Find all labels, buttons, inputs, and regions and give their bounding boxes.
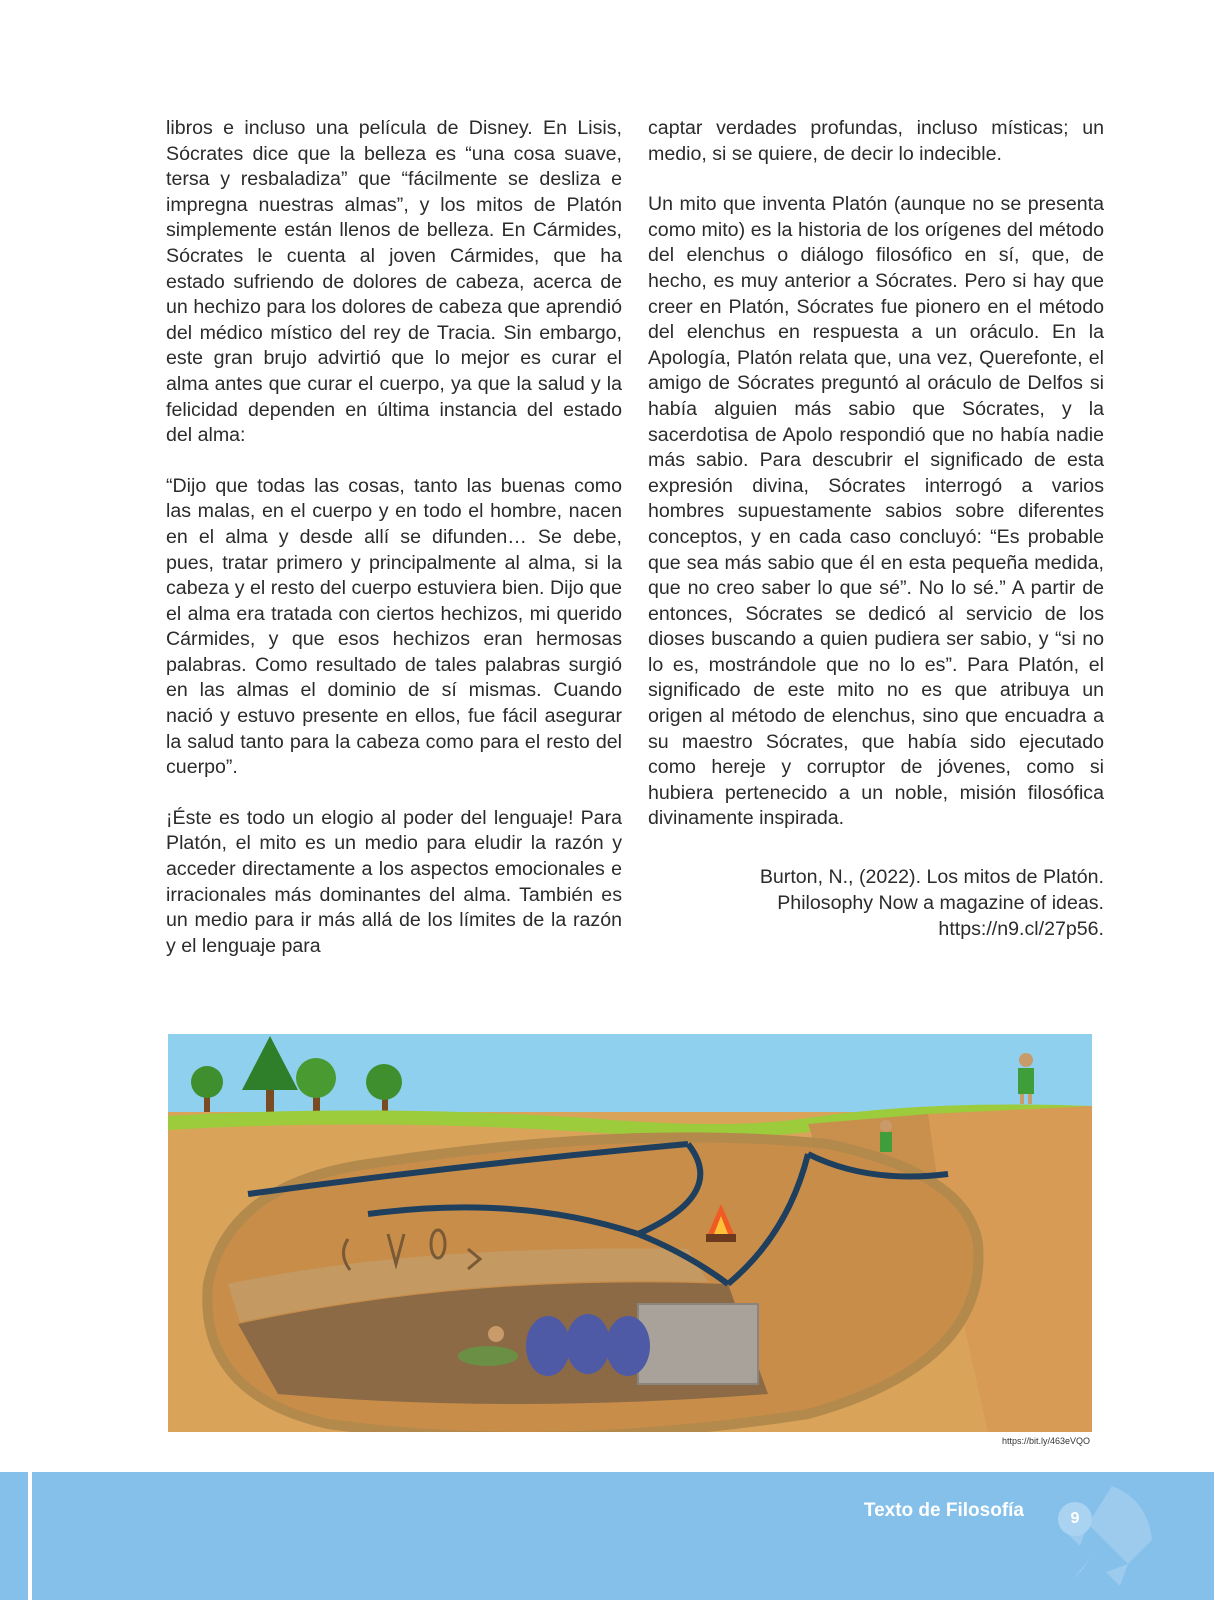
left-column bbox=[166, 116, 622, 984]
citation-line-2: Philosophy Now a magazine of ideas. bbox=[777, 892, 1104, 915]
citation-link[interactable]: https://n9.cl/27p56. bbox=[938, 918, 1104, 941]
left-paragraph-3: ¡Éste es todo un elogio al poder del lenguaje! Para Platón, el mito es un medio para eludir la razón y acceder directamente a los aspectos emocionales e irracionales más dominantes del alma. También es un medio para ir más allá de los límites de la razón y el lenguaje para bbox=[166, 806, 622, 957]
page-number: 9 bbox=[1058, 1502, 1092, 1536]
prisoners bbox=[526, 1314, 650, 1376]
right-column bbox=[648, 116, 1104, 942]
left-quote-paragraph: “Dijo que todas las cosas, tanto las buenas como las malas, en el cuerpo y en todo el hombre, nacen en el alma y desde allí se difunden… Se debe, pues, tratar primero y principalmente al alma, si la cabeza y el resto del cuerpo estuviera bien. Dijo que el alma era tratada con ciertos hechizos, mi querido Cármides, y que esos hechizos eran hermosas palabras. Como resultado de tales palabras surgió en las almas el dominio de sí mismas. Cuando nació y estuvo presente en ellos, fue fácil asegurar la salud tanto para la cabeza como para el resto del cuerpo”. bbox=[166, 474, 622, 779]
footer bbox=[0, 1472, 1214, 1600]
citation bbox=[648, 864, 1104, 942]
footer-stripe bbox=[28, 1472, 32, 1600]
footer-title: Texto de Filosofía bbox=[863, 1500, 1024, 1521]
right-paragraph-1: captar verdades profundas, incluso místicas; un medio, si se quiere, de decir lo indecible. bbox=[648, 117, 1104, 165]
rocket-icon bbox=[1052, 1480, 1162, 1600]
left-paragraph-1: libros e incluso una película de Disney. En Lisis, Sócrates dice que la belleza es “una cosa suave, tersa y resbaladiza” que “fácilmente se desliza e impregna nuestras almas”, y los mitos de Platón simplemente están llenos de belleza. En Cármides, Sócrates le cuenta al joven Cármides, que ha estado sufriendo de dolores de cabeza, acerca de un hechizo para los dolores de cabeza que aprendió del médico místico del rey de Tracia. Sin embargo, este gran brujo advirtió que lo mejor es curar el alma antes que curar el cuerpo, ya que la salud y la felicidad dependen en última instancia del estado del alma: bbox=[166, 117, 622, 447]
citation-line-1: Burton, N., (2022). Los mitos de Platón. bbox=[759, 866, 1104, 889]
cave-allegory-illustration bbox=[168, 1034, 1092, 1432]
climbing-figure bbox=[880, 1120, 892, 1152]
right-paragraph-2: Un mito que inventa Platón (aunque no se presenta como mito) es la historia de los orígenes del método del elenchus o diálogo filosófico en sí, que, de hecho, es muy anterior a Sócrates. Pero si hay que creer en Platón, Sócrates fue pionero en el método del elenchus en respuesta a un oráculo. En la Apología, Platón relata que, una vez, Querefonte, el amigo de Sócrates preguntó al oráculo de Delfos si había alguien más sabio que Sócrates, y la sacerdotisa de Apolo respondió que no había nadie más sabio. Para descubrir el significado de esta expresión divina, Sócrates interrogó a varios hombres supuestamente sabios sobre diferentes conceptos, y en cada caso concluyó: “Es probable que sea más sabio que él en esta pequeña medida, que no creo saber lo que sé”. No lo sé.” A partir de entonces, Sócrates se dedicó al servicio de los dioses buscando a quien pudiera ser sabio, y “si no lo es, mostrándole que no lo es”. Para Platón, el significado de este mito no es que atribuya un origen al método de elenchus, sino que encuadra a su maestro Sócrates, que había sido ejecutado como hereje y corruptor de jóvenes, como si hubiera pertenecido a un noble, misión filosófica divinamente inspirada. bbox=[648, 193, 1104, 830]
image-source-link[interactable]: https://bit.ly/463eVQO bbox=[1001, 1436, 1090, 1446]
